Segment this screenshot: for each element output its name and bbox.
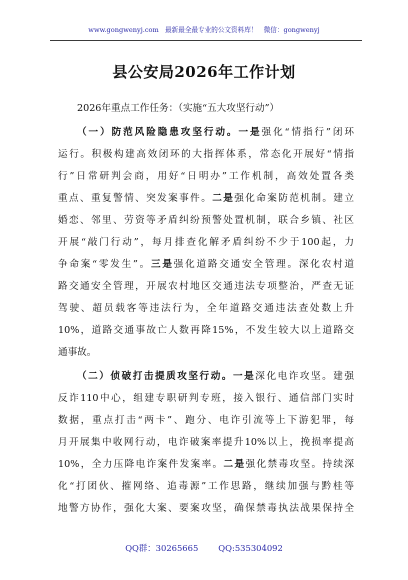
p1-line-3: 行”日常研判会商，用好“日明办”工作机制，高效处置各类 (58, 171, 354, 182)
p2-heading: （二）侦破打击提质攻坚行动。 (77, 371, 233, 382)
header-wechat: 微信：gongwenyj (263, 26, 320, 34)
p2-line-5: 10%，全力压降电诈案件发案率。二是强化禁毒攻坚。持续深 (58, 459, 354, 470)
intro-line: 2026年重点工作任务：（实施“五大攻坚行动”） (77, 103, 280, 114)
p2-line-7: 地警方协作，强化大案、要案攻坚，确保禁毒执法战果保持全 (58, 503, 354, 514)
p1-line-4: 重点、重复警情、突发案事件。二是强化命案防范机制。建立 (58, 193, 354, 204)
footer-qq-group: QQ群：30265665 (125, 543, 199, 553)
p2-point-2-label: 二是 (223, 459, 246, 470)
footer-qq: QQ:535304092 (218, 543, 283, 553)
p2-line-3: 数据，重点打击“两卡”、跑分、电诈引流等上下游犯罪，每 (58, 415, 354, 426)
p1-line-11: 通事故。 (58, 347, 97, 358)
p1-line-8: 路交通安全管理，开展农村地区交通违法专项整治，严查无证 (58, 281, 354, 292)
p1-point-1-label: 一是 (238, 127, 262, 138)
header-url[interactable]: www.gongwenyj.com (88, 26, 159, 34)
p2-line-1: （二）侦破打击提质攻坚行动。一是深化电诈攻坚。建强 (77, 371, 354, 382)
p1-line-6: 开展“敲门行动”，每月排查化解矛盾纠纷不少于100起，力 (58, 237, 354, 248)
p1-line-10: 10%，道路交通事故亡人数再降15%，不发生较大以上道路交 (58, 325, 354, 336)
p2-line-6: 化“打团伙、摧网络、追毒源”工作思路，继续加强与黔桂等 (58, 481, 354, 492)
p1-heading: （一）防范风险隐患攻坚行动。 (77, 127, 239, 138)
p2-line-4: 月开展集中收网行动，电诈破案率提升10%以上，挽损率提高 (58, 437, 354, 448)
p1-line-9: 驾驶、超员载客等违法行为，全年道路交通违法查处数上升 (58, 303, 354, 314)
p1-line-5: 婚恋、邻里、劳资等矛盾纠纷预警处置机制，联合乡镇、社区 (58, 215, 354, 226)
p1-line-2: 运行。积极构建高效闭环的大指挥体系，常态化开展好“情指 (58, 149, 354, 160)
p1-line-7: 争命案“零发生”。三是强化道路交通安全管理。深化农村道 (58, 259, 354, 270)
header-slogan: 最新最全最专业的公文资料库！ (165, 26, 258, 34)
p1-point-2-label: 二是 (212, 193, 235, 204)
site-footer (0, 542, 408, 554)
p2-line-2: 反诈110中心，组建专职研判专班，接入银行、通信部门实时 (58, 393, 354, 404)
p2-point-1-label: 一是 (233, 371, 256, 382)
p1-point-3-label: 三是 (151, 259, 174, 270)
p1-line-1: （一）防范风险隐患攻坚行动。一是强化“情指行”闭环 (77, 127, 354, 138)
document-title: 县公安局2026年工作计划 (112, 63, 296, 81)
